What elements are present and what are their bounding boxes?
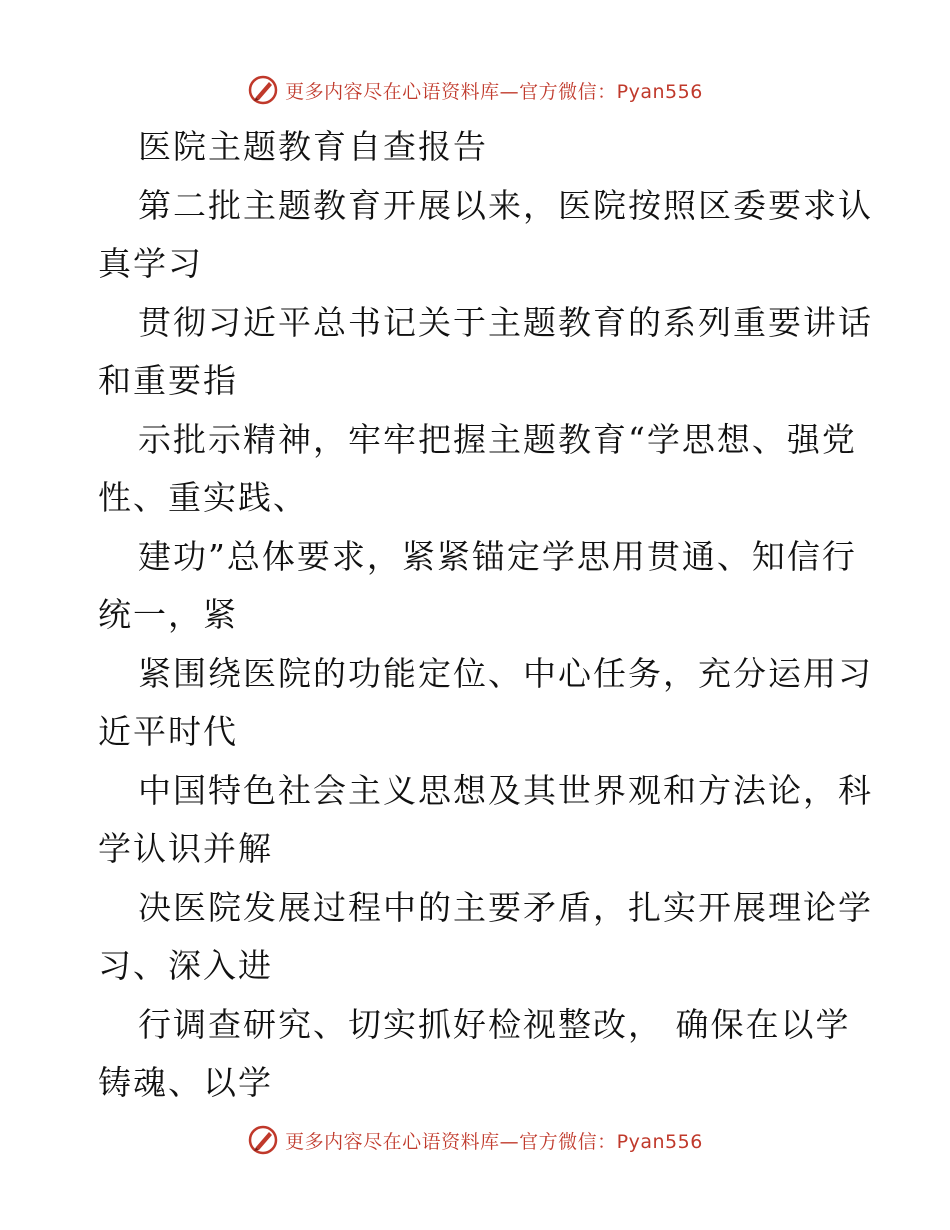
document-body <box>98 118 873 1113</box>
pen-logo-icon <box>247 1124 279 1156</box>
pen-logo-icon <box>247 74 279 106</box>
text-line: 中国特色社会主义思想及其世界观和方法论，科 <box>138 770 873 810</box>
document-title: 医院主题教育自查报告 <box>138 127 488 166</box>
footer-watermark <box>0 1120 950 1160</box>
text-line: 习、深入进 <box>98 946 273 985</box>
text-line: 真学习 <box>98 244 203 283</box>
text-line: 性、重实践、 <box>98 478 308 517</box>
watermark-text: 更多内容尽在心语资料库—官方微信：Pyan556 <box>285 80 703 103</box>
text-line: 建功”总体要求，紧紧锚定学思用贯通、知信行 <box>138 536 857 576</box>
text-line: 统一，紧 <box>98 595 238 634</box>
text-line: 贯彻习近平总书记关于主题教育的系列重要讲话 <box>138 302 873 342</box>
watermark-text: 更多内容尽在心语资料库—官方微信：Pyan556 <box>285 1130 703 1153</box>
text-line: 示批示精神，牢牢把握主题教育“学思想、强党 <box>138 419 857 459</box>
text-line: 决医院发展过程中的主要矛盾，扎实开展理论学 <box>138 887 873 927</box>
text-line: 和重要指 <box>98 361 238 400</box>
text-line: 紧围绕医院的功能定位、中心任务，充分运用习 <box>138 653 873 693</box>
text-line: 第二批主题教育开展以来，医院按照区委要求认 <box>138 185 873 225</box>
text-line: 铸魂、以学 <box>98 1063 273 1102</box>
text-line: 学认识并解 <box>98 829 273 868</box>
text-line: 近平时代 <box>98 712 238 751</box>
text-line: 行调查研究、切实抓好检视整改， 确保在以学 <box>138 1004 851 1044</box>
header-watermark <box>0 70 950 110</box>
